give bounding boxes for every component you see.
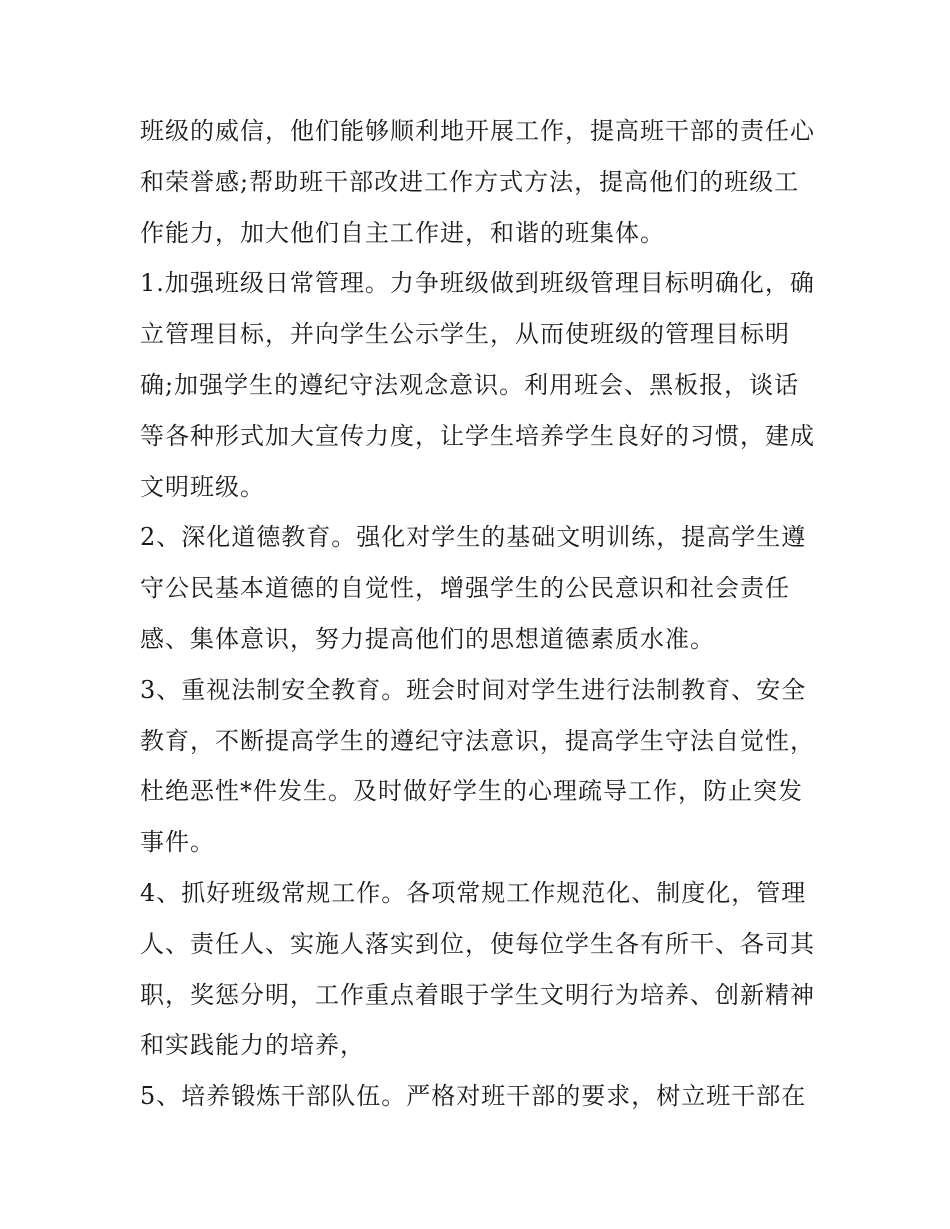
paragraph-cadre-training: 5、培养锻炼干部队伍。严格对班干部的要求，树立班干部在 [140,1082,807,1111]
paragraph-routine-work: 4、抓好班级常规工作。各项常规工作规范化、制度化，管理人、责任人、实施人落实到位，使每位学生各有所干、各司其职，奖惩分明，工作重点着眼于学生文明行为培养、创新精神和实践能力的培养， [140,878,815,1060]
paragraph-daily-management: 1.加强班级日常管理。力争班级做到班级管理目标明确化，确立管理目标，并向学生公示学生，从而使班级的管理目标明确;加强学生的遵纪守法观念意识。利用班会、黑板报，谈话等各种形式加大宣传力度，让学生培养学生良好的习惯，建成文明班级。 [140,269,815,501]
paragraph-legal-safety-education: 3、重视法制安全教育。班会时间对学生进行法制教育、安全教育，不断提高学生的遵纪守法意识，提高学生守法自觉性，杜绝恶性*件发生。及时做好学生的心理疏导工作，防止突发事件。 [140,675,815,857]
paragraph-moral-education: 2、深化道德教育。强化对学生的基础文明训练，提高学生遵守公民基本道德的自觉性，增强学生的公民意识和社会责任感、集体意识，努力提高他们的思想道德素质水准。 [140,523,807,653]
paragraph-class-cadre-prestige: 班级的威信，他们能够顺利地开展工作，提高班干部的责任心和荣誉感;帮助班干部改进工作方式方法，提高他们的班级工作能力，加大他们自主工作进，和谐的班集体。 [140,117,815,247]
document-body [140,106,820,1122]
